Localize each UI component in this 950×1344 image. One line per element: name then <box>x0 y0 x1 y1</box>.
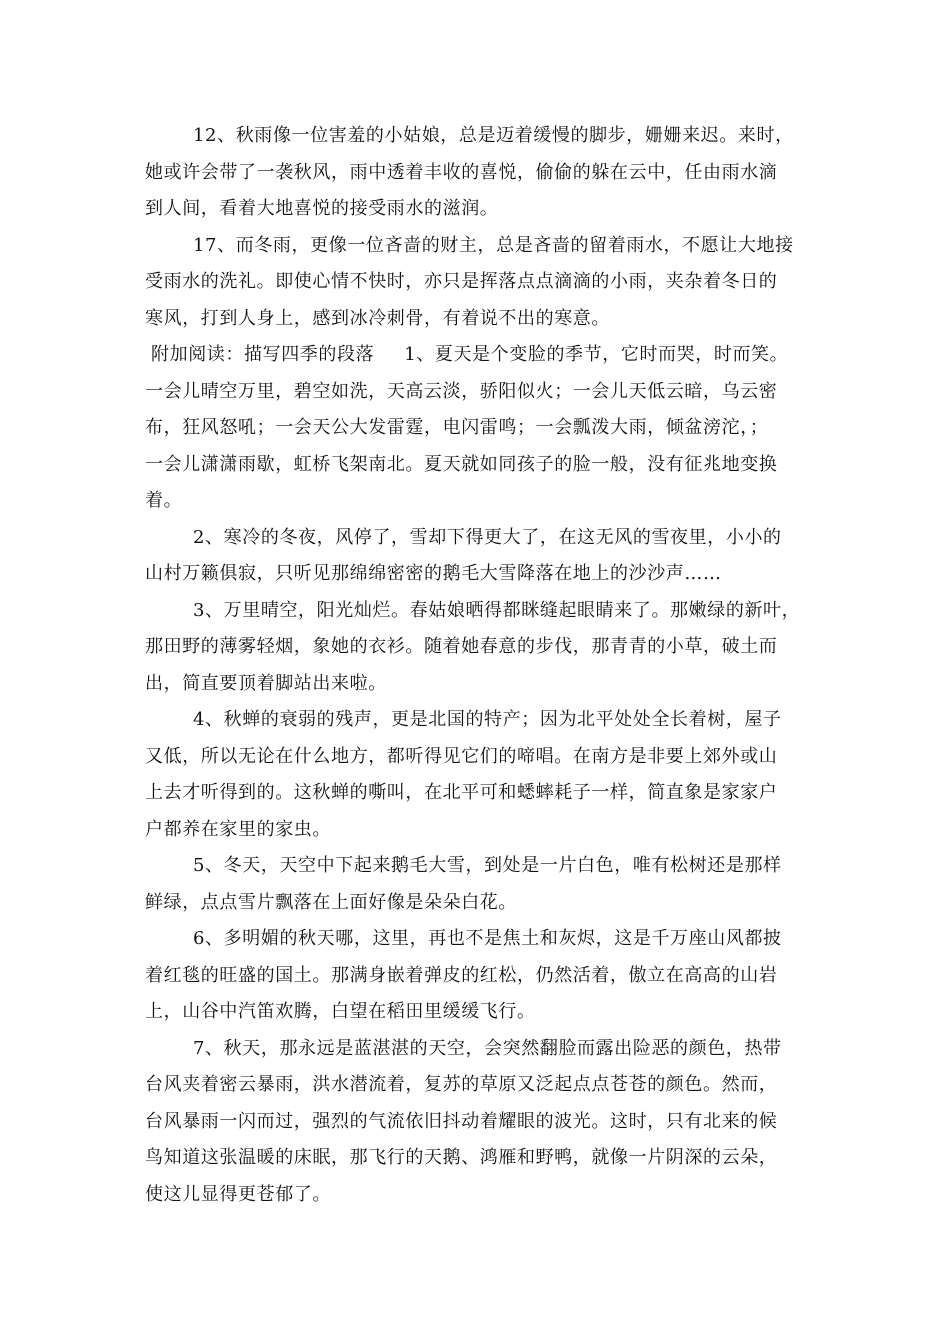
paragraph-4 <box>145 702 825 848</box>
text-line: 台风暴雨一闪而过，强烈的气流依旧抖动着耀眼的波光。这时，只有北来的候 <box>145 1110 778 1132</box>
text-line: 着红毯的旺盛的国土。那满身嵌着弹皮的红松，仍然活着，傲立在高高的山岩 <box>145 964 778 986</box>
paragraph-1-start: 1、夏天是个变脸的季节，它时而哭，时而笑。 <box>404 344 789 365</box>
text-line: 2、寒冷的冬夜，风停了，雪却下得更大了，在这无风的雪夜里，小小的 <box>193 526 782 548</box>
document-page <box>145 118 825 1213</box>
paragraph-12 <box>145 118 825 228</box>
text-line: 户都养在家里的家虫。 <box>145 818 331 840</box>
text-line: 又低，所以无论在什么地方，都听得见它们的啼唱。在南方是非要上郊外或山 <box>145 745 778 767</box>
text-line: 出，简直要顶着脚站出来啦。 <box>145 672 387 694</box>
text-line: 17、而冬雨，更像一位吝啬的财主，总是吝啬的留着雨水，不愿让大地接 <box>193 234 794 256</box>
text-line: 布，狂风怒吼；一会天公大发雷霆，电闪雷鸣；一会瓢泼大雨，倾盆滂沱，； <box>145 417 769 438</box>
text-line: 7、秋天，那永远是蓝湛湛的天空，会突然翻脸而露出险恶的颜色，热带 <box>193 1037 782 1059</box>
text-line: 她或许会带了一袭秋风，雨中透着丰收的喜悦，偷偷的躲在云中，任由雨水滴 <box>145 161 778 183</box>
appendix-heading: 附加阅读：描写四季的段落 <box>151 344 375 365</box>
text-line: 寒风，打到人身上，感到冰冷刺骨，有着说不出的寒意。 <box>145 307 610 329</box>
paragraph-5 <box>145 848 825 921</box>
appendix-first-line <box>145 337 825 374</box>
text-line: 上，山谷中汽笛欢腾，白望在稻田里缓缓飞行。 <box>145 1001 536 1022</box>
text-line: 12、秋雨像一位害羞的小姑娘，总是迈着缓慢的脚步，姗姗来迟。来时， <box>193 125 794 146</box>
text-line: 4、秋蝉的衰弱的残声，更是北国的特产；因为北平处处全长着树，屋子 <box>193 709 782 730</box>
text-line: 那田野的薄雾轻烟，象她的衣衫。随着她春意的步伐，那青青的小草，破土而 <box>145 636 778 657</box>
text-line: 使这儿显得更苍郁了。 <box>145 1183 331 1205</box>
text-line: 着。 <box>145 490 183 511</box>
paragraph-2 <box>145 520 825 593</box>
text-line: 受雨水的洗礼。即使心情不快时，亦只是挥落点点滴滴的小雨，夹杂着冬日的 <box>145 271 778 292</box>
paragraph-6 <box>145 921 825 1031</box>
text-line: 鸟知道这张温暖的床眠，那飞行的天鹅、鸿雁和野鸭，就像一片阴深的云朵， <box>145 1147 778 1168</box>
text-line: 一会儿晴空万里，碧空如洗，天高云淡，骄阳似火；一会儿天低云暗，乌云密 <box>145 380 778 402</box>
text-line: 一会儿潇潇雨歇，虹桥飞架南北。夏天就如同孩子的脸一般，没有征兆地变换 <box>145 453 778 475</box>
appendix-section <box>145 337 825 520</box>
text-line: 5、冬天，天空中下起来鹅毛大雪，到处是一片白色，唯有松树还是那样 <box>193 855 782 876</box>
text-line: 3、万里晴空，阳光灿烂。春姑娘晒得都眯缝起眼睛来了。那嫩绿的新叶， <box>193 599 801 621</box>
paragraph-3 <box>145 593 825 703</box>
text-line: 鲜绿，点点雪片飘落在上面好像是朵朵白花。 <box>145 891 517 913</box>
text-line: 山村万籁俱寂，只听见那绵绵密密的鹅毛大雪降落在地上的沙沙声…… <box>145 563 722 584</box>
paragraph-7 <box>145 1031 825 1214</box>
text-line: 6、多明媚的秋天哪，这里，再也不是焦土和灰烬，这是千万座山风都披 <box>193 928 782 949</box>
paragraph-17 <box>145 228 825 338</box>
text-line: 台风夹着密云暴雨，洪水潜流着，复苏的草原又泛起点点苍苍的颜色。然而， <box>145 1074 778 1095</box>
text-line: 到人间，看着大地喜悦的接受雨水的滋润。 <box>145 198 499 219</box>
text-line: 上去才听得到的。这秋蝉的嘶叫，在北平可和蟋蟀耗子一样，简直象是家家户 <box>145 782 778 803</box>
